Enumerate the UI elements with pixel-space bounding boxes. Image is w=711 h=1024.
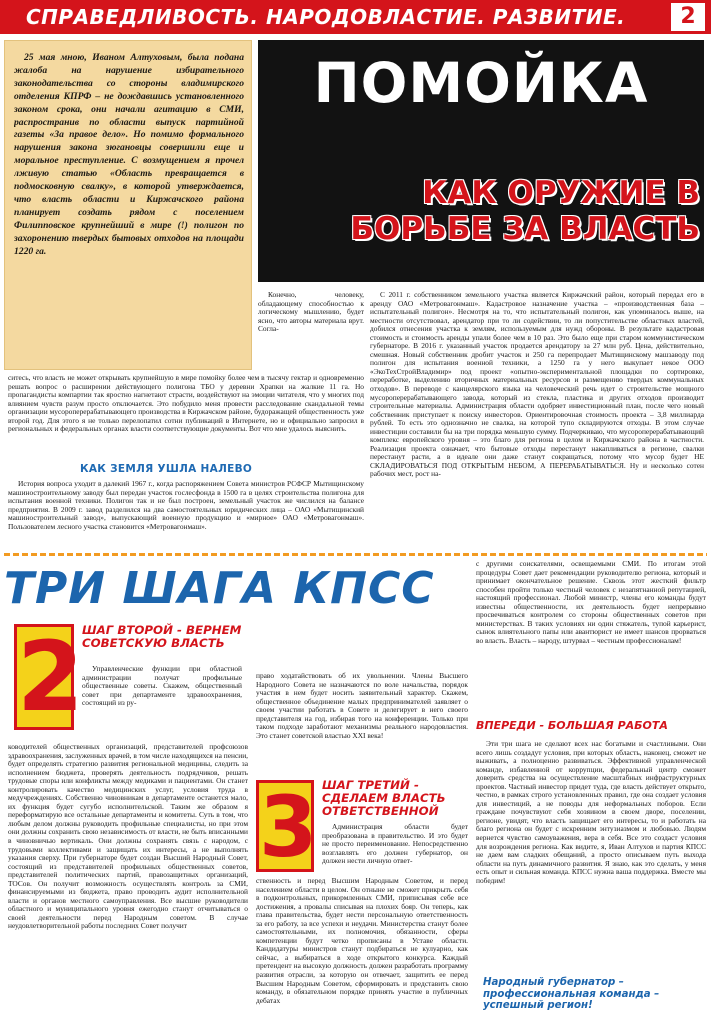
headline-sub-1: КАК ОРУЖИЕ В — [422, 175, 700, 211]
step2-narrow-text: Управленческие функции при областной администрации получат профильные общественные советы. Скажем, общественный совет при департаменте здравоохранения, состоящий из ру- — [82, 665, 242, 708]
header-slogan: СПРАВЕДЛИВОСТЬ. НАРОДОВЛАСТИЕ. РАЗВИТИЕ. — [26, 5, 626, 29]
step2-narrow — [82, 665, 242, 742]
article2-title: ТРИ ШАГА КПСС — [4, 563, 435, 614]
step3-number: 3 — [256, 780, 314, 872]
mid-col-top-text: право ходатайствовать об их увольнении. Члены Высшего Народного Совета не назначаются по воле начальства, порядок участия в нем будет носить заявительный характер. Скажем, общественное объединение малых предпринимателей заявляет о своем участии работать в Совете и делегирует в него своего представителя на год, избирая того на конференции. Только при таком подходе заработают механизмы реального народовластия. Это станет советской властью XXI века! — [256, 672, 468, 740]
final-slogan: Народный губернатор – профессиональная команда – успешный регион! — [483, 977, 660, 1012]
step2-number: 2 — [14, 624, 74, 730]
section-heading: КАК ЗЕМЛЯ УШЛА НАЛЕВО — [80, 463, 253, 475]
mid-col-bottom-text: ственность и перед Высшим Народным Советом, и перед населением области в целом. Он отныне не сможет прикрыть себя в подконтрольных, прикормленных СМИ, приписывая себе все достижения, а провалы списывая на плохих бояр. Он теперь, как глава правительства, будет нести персональную ответственность за его работу, за все успехи и неудачи. Министерства станут более самостоятельными, их полномочия, обязанности, сферы компетенции будут четко прописаны в Уставе области. Кандидатуры министров станут подбираться не кулуарно, как сейчас, а выбираться в ходе открытого конкурса. Каждый претендент на высокую должность должен разработать программу развития отрасли, за которую он отвечает, защитить ее перед Высшим Народным Советом, сформировать и представить свою команду, в обязательном порядке принять участие в публичных дебатах — [256, 877, 468, 1005]
step2-heading: ШАГ ВТОРОЙ - ВЕРНЕМ СОВЕТСКУЮ ВЛАСТЬ — [82, 623, 242, 650]
article1-col-history-text: История вопроса уходит в далекий 1967 г., когда распоряжением Совета министров РСФСР Мытищинскому машиностроительному заводу был передан участок гослесфонда в 1500 га в целях строительства полигона для испытания военной техники. Полигон так и не был построен, земельный участок же числился на балансе предприятия. В 2009 г. завод разделился на два самостоятельных юридических лица – ОАО «Мытищинский машиностроительный завод», выпускающий военную продукцию и «мирное» ОАО «Метровагонмаш». Пользователем лесного участка становится «Метровагонмаш». — [8, 480, 364, 531]
article1-col-narrow — [258, 291, 364, 363]
step3-heading: ШАГ ТРЕТИЙ - СДЕЛАЕМ ВЛАСТЬ ОТВЕТСТВЕННОЙ — [322, 778, 446, 818]
article1-col-right — [370, 291, 704, 552]
step2-main-text: ководителей общественных организаций, представителей профсоюзов здравоохранения, заслуженных врачей, в том числе находящихся на пенсии, будет определять стратегию развития региональной медицины, следить за исполнением бюджета, проверять деятельность подрядчиков, решать трудовые споры или конфликты между медиками и пациентами. Он станет контролировать качество медицинских услуг, условия труда в медучреждениях. Собственно чиновникам в департаменте останется мало, их функция будет сугубо исполнительской. Таким же образом я переформатирую все остальные департаменты и комитеты. Суть в том, что любым делом должны руководить профильные специалисты, но при этом они должны сохранить свою независимость от власти, не быть вписанными в чиновничью вертикаль. Они должны сохранять связь с народом, с трудовыми коллективами и защищать их интересы, а не выполнять указания сверху. При губернаторе будет создан Высший Народный Совет, состоящий из представителей профильных общественных советов, представителей политических партий, правозащитных организаций, ТОСов. Он получит возможность осуществлять контроль за СМИ, финансируемыми из бюджета, право проводить аудит исполнительной власти и органов местного самоуправления. Все высшие руководители областного и муниципального уровня ежегодно станут отчитываться о своей деятельности перед Народным советом. В случае неудовлетворительной работы последних Совет получит — [8, 743, 248, 931]
mid-col-top — [256, 672, 468, 776]
right-col-bottom-text: Эти три шага не сделают всех нас богатыми и счастливыми. Они всего лишь создадут условия, при которых область, наконец, сможет не выживать, а полноценно развиваться. Эффективной управленческой команде, избавленной от коррупции, федеральный центр сможет доверить средства на осуществление масштабных инфраструктурных проектов. Частный инвестор придет туда, где власть действует открыто, честно, в рамках строго установленных правил, где она создает условия для инвестиций, а не поводы для неформальных поборов. Если граждане почувствуют себя хозяином в своем дворе, поселении, регионе, увидят, что власть защищает его интересы, то и работать на благо региона он будет с искренним энтузиазмом и любовью. Людям вернется чувство самоуважения, вера в себя. Все это создаст условия для возрождения региона. Как видите, я, Иван Алтухов и партия КПСС не даем вам сладких обещаний, а просто описываем путь выхода области на путь динамичного развития. Я знаю, как это сделать, у меня есть опыт и сильная команда. КПСС нужна ваша поддержка. Вместе мы победим! — [476, 740, 706, 885]
headline-main: ПОМОЙКА — [313, 51, 649, 115]
intro-paragraph: 25 мая мною, Иваном Алтуховым, была подана жалоба на нарушение избирательного законодательства со стороны владимирского отделения КПРФ – не дождавшись установленного законом срока, они начали агитацию в СМИ, распространив по области выпуск партийной газеты «За правое дело». Но помимо формального нарушения закона зюгановцы совершили еще и моральное преступление. С возмущением я прочел лживую статью «Область превращается в подмосковную свалку», в которой утверждается, что власть области и Киржачского района планирует создать рядом с поселением Филипповское крупнейший в мире (!) полигон по захоронению твердых бытовых отходов на площади 1220 га. — [14, 52, 244, 257]
article1-col-history — [8, 480, 364, 552]
intro-text — [14, 52, 244, 364]
article1-col-narrow-text: Конечно, человеку, обладающему способностью к логическому мышлению, будет ясно, что авторы материала врут. Согла- — [258, 291, 364, 334]
headline-sub-2: БОРЬБЕ ЗА ВЛАСТЬ — [350, 211, 700, 247]
vperedi-heading: ВПЕРЕДИ - БОЛЬШАЯ РАБОТА — [476, 719, 668, 732]
step3-narrow — [322, 823, 468, 875]
step2-main — [8, 743, 248, 1019]
article1-col-left — [8, 374, 364, 460]
article1-col-right-text: С 2011 г. собственником земельного участка является Киржачский район, который передал его в аренду ОАО «Метровагонмаш». Кадастровое назначение участка – «производственная база – испытательный полигон». Несмотря на то, что испытательный полигон, как упоминалось выше, на местности отсутствовал, арендатор при то ли содействии, то ли попустительстве областных властей, добился отнесения участка к землям, используемым для нужд обороны. В результате кадастровая стоимость и стоимость аренды упали более чем в 10 раз. Это было еще при старом коммунистическом губернаторе. В 2016 г. указанный участок продается арендатору за 27 млн руб. Цена, действительно, смешная. Новый собственник дробит участок и 250 га перепродает Мытищинскому машзаводу под полигон для испытания военной техники, а 1250 га у него выкупает некое ООО «ЭкоТехСтройВладимир» под проект «опытно-экспериментальной площадки по сортировке, переработке, выделению вторичных материальных ресурсов и размещению твердых коммунальных отходов». В переводе с канцелярского языка на человеческий речь идет о строительстве мощного мусороперерабатывающего завода, который из стекла, пластика и других отходов производит строительные материалы. Администрация области одобряет инвестиционный план, после чего новый собственник приступает к поиску инвесторов. Ориентировочная стоимость проекта – 3,8 миллиарда рублей. То есть это однозначно не свалка, на которой тупо складируются отходы. В этом случае инвестиции составили бы на три порядка меньшую сумму. Подчеркиваю, что мусороперерабатывающий комплекс европейского уровня – это благо для региона в целом и Киржачского района в частности. Реализация проекта означает, что бытовые отходы перестанут накапливаться в регионе, свалки перестанут расти, а в идеале они даже станут сокращаться, потому что мусор будет НЕ СКЛАДИРОВАТЬСЯ ПОД ОТКРЫТЫМ НЕБОМ, А ПЕРЕРАБАТЫВАТЬСЯ. Ну и несколько сотен рабочих мест, рост на- — [370, 291, 704, 479]
right-col-top — [476, 560, 706, 714]
mid-col-bottom — [256, 877, 468, 1019]
right-col-bottom — [476, 740, 706, 974]
page-number: 2 — [671, 3, 705, 31]
step3-narrow-text: Администрация области будет преобразована в правительство. И это будет не просто переименование. Непосредственно возглавлять его должен губернатор, он должен нести личную ответ- — [322, 823, 468, 866]
article1-col-left-text: ситесь, что власть не может открывать крупнейшую в мире помойку более чем в тысячу гектар и одновременно решать вопрос о расширении действующего полигона ТБО у деревни Храпки на жалкие 11 га. Но пропагандисты компартии так яростно нагнетают страсти, воздействуют на эмоции читателя, что у многих под влиянием чувств разум просто отключается. Это побудило меня провести расследование скандальной темы организации мусороперерабатывающего производства в Киржачском районе, будоражащей общественность уже второй год. Для этого я не только перелопатил сотни публикаций в Интернете, но и официально запросил в региональных и федеральных органах власти соответствующие документы. Вот что мне удалось выяснить. — [8, 374, 364, 434]
right-col-top-text: с другими соискателями, освещаемыми СМИ. По итогам этой процедуры Совет дает рекомендации руководителю региона, который и принимает окончательное решение. Сквозь этот жесткий фильтр способен пройти только честный человек с незапятнанной репутацией, настоящий профессионал. Любой министр, члены его команды будут известны общественности, их деятельность будет непрерывно просвечиваться контролем со стороны общественных советов при министерствах. В таких условиях ни один стяжатель, тупой карьерист, сынок влиятельного папы или авантюрист не имеет шансов прорваться во власть. Власть – народу, штурвал – честным профессионалам! — [476, 560, 706, 645]
